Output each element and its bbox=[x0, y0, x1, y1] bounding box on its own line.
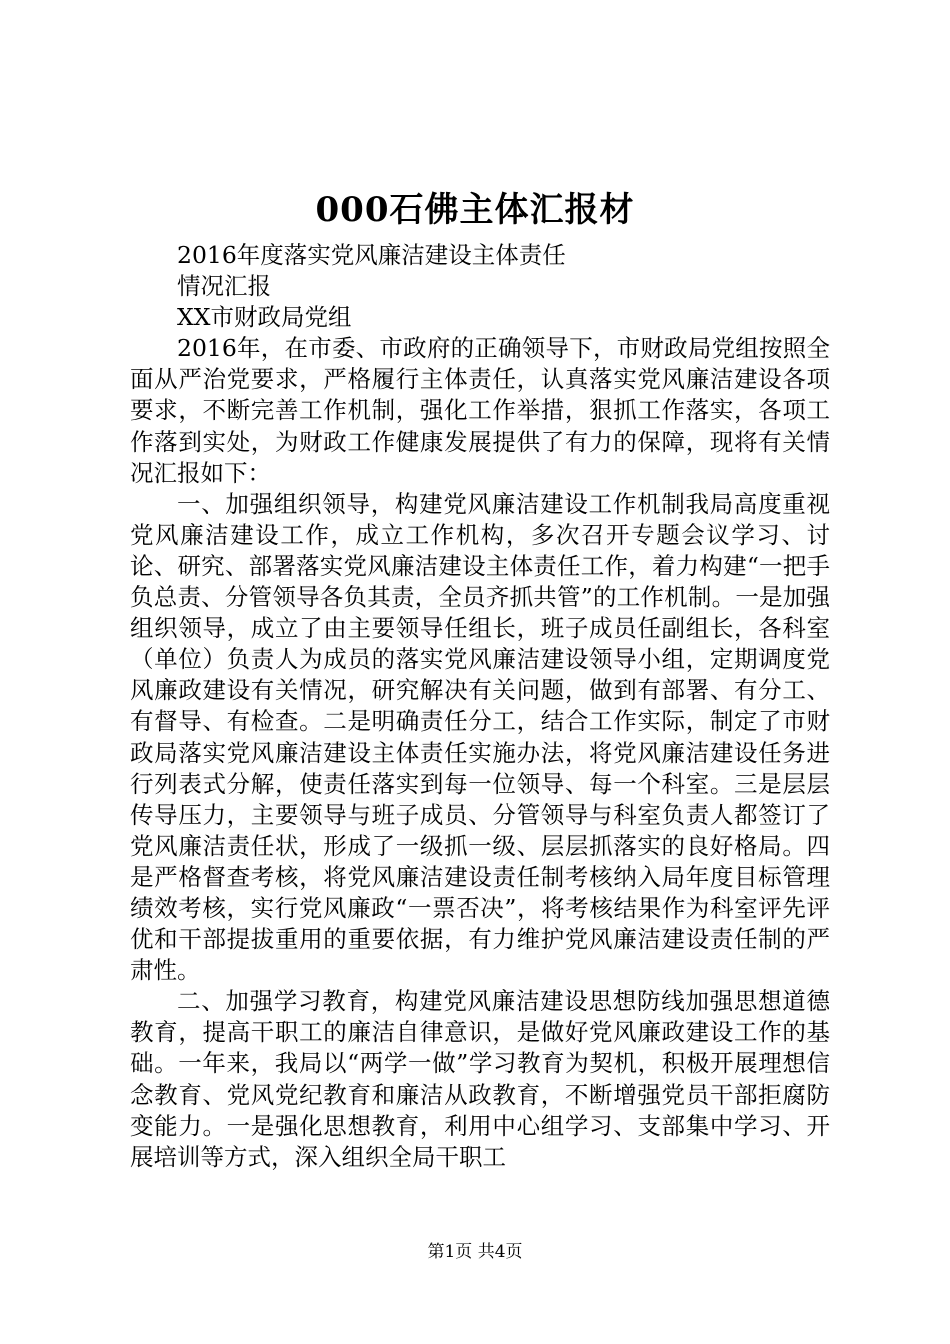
report-author-line: XX市财政局党组 bbox=[177, 303, 352, 332]
report-heading-line: 2016年度落实党风廉洁建设主体责任 bbox=[177, 241, 566, 269]
body-paragraph-section-2: 二、加强学习教育，构建党风廉洁建设思想防线加强思想道德教育，提高干职工的廉洁自律意识，是做好党风廉政建设工作的基础。一年来，我局以“两学一做”学习教育为契机，积极开展理想信念教育、党风党纪教育和廉洁从政教育，不断增强党员干部拒腐防变能力。一是强化思想教育，利用中心组学习、支部集中学习、开展培训等方式，深入组织全局干职工 bbox=[130, 987, 830, 1171]
body-paragraph-intro: 2016年，在市委、市政府的正确领导下，市财政局党组按照全面从严治党要求，严格履行主体责任，认真落实党风廉洁建设各项要求，不断完善工作机制，强化工作举措，狠抓工作落实，各项工作落到实处，为财政工作健康发展提供了有力的保障，现将有关情况汇报如下： bbox=[130, 334, 830, 487]
report-subheading-line: 情况汇报 bbox=[177, 272, 271, 301]
document-body bbox=[130, 240, 830, 1173]
document-title: 000石佛主体汇报材 bbox=[315, 190, 635, 230]
body-paragraph-section-1: 一、加强组织领导，构建党风廉洁建设工作机制我局高度重视党风廉洁建设工作，成立工作机构，多次召开专题会议学习、讨论、研究、部署落实党风廉洁建设主体责任工作，着力构建“一把手负总责、分管领导各负其责，全员齐抓共管”的工作机制。一是加强组织领导，成立了由主要领导任组长，班子成员任副组长，各科室（单位）负责人为成员的落实党风廉洁建设领导小组，定期调度党风廉政建设有关情况，研究解决有关问题，做到有部署、有分工、有督导、有检查。二是明确责任分工，结合工作实际，制定了市财政局落实党风廉洁建设主体责任实施办法，将党风廉洁建设任务进行列表式分解，使责任落实到每一位领导、每一个科室。三是层层传导压力，主要领导与班子成员、分管领导与科室负责人都签订了党风廉洁责任状，形成了一级抓一级、层层抓落实的良好格局。四是严格督查考核，将党风廉洁建设责任制考核纳入局年度目标管理绩效考核，实行党风廉政“一票否决”，将考核结果作为科室评先评优和干部提拔重用的重要依据，有力维护党风廉洁建设责任制的严肃性。 bbox=[130, 489, 830, 985]
page-footer: 第1页 共4页 bbox=[427, 1242, 523, 1262]
